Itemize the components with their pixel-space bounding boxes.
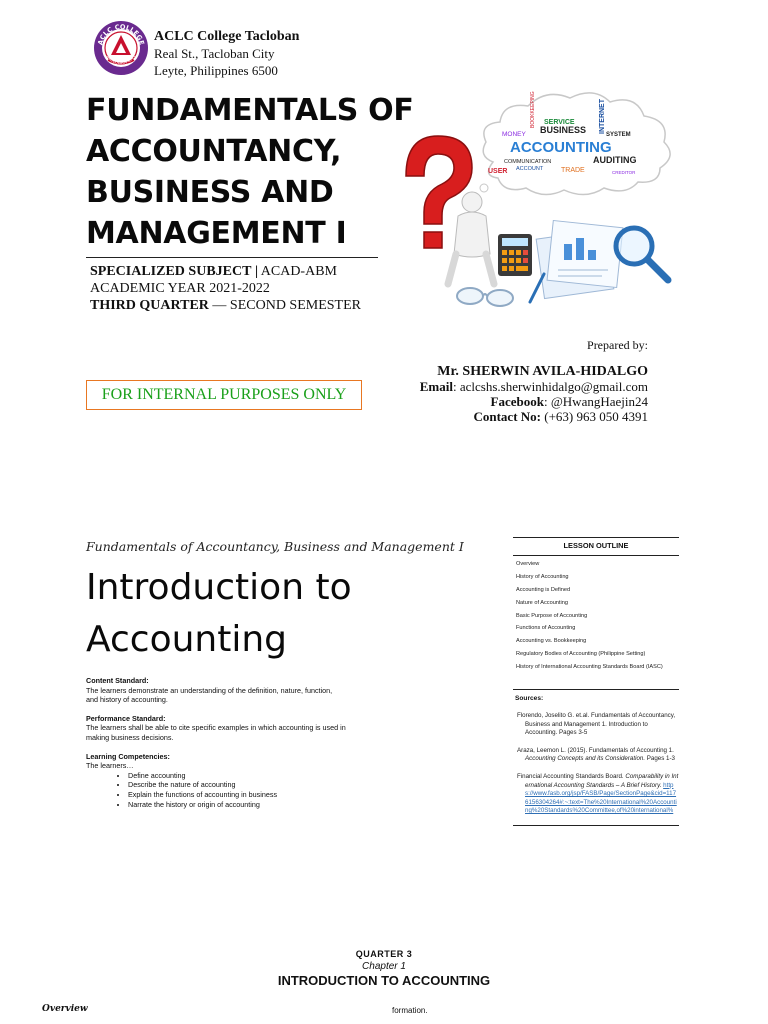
contact-value: (+63) 963 050 4391	[541, 409, 648, 424]
source-3-text: Financial Accounting Standards Board.	[517, 772, 624, 780]
competencies-intro: The learners…	[86, 761, 134, 771]
accounting-illustration	[398, 84, 698, 324]
quarter-label: QUARTER 3	[355, 949, 413, 959]
word-creditor: CREDITOR	[612, 170, 636, 175]
facebook-value[interactable]: : @HwangHaejin24	[543, 394, 648, 409]
cover-meta	[90, 263, 361, 314]
outline-item[interactable]: Overview	[516, 561, 540, 567]
lesson-outline	[513, 537, 679, 677]
performance-standard-text: The learners shall be able to cite specific examples in which accounting is used in making business decisions.	[86, 723, 346, 742]
competency-item: • Define accounting	[128, 771, 346, 781]
cover-title-line4: MANAGEMENT I	[86, 216, 347, 251]
pen-icon	[530, 274, 544, 302]
email-label: Email	[419, 379, 453, 394]
documents-icon	[536, 221, 623, 299]
performance-standard-label: Performance Standard:	[86, 713, 166, 723]
cover-divider	[86, 257, 378, 258]
email-value[interactable]: : aclcshs.sherwinhidalgo@gmail.com	[452, 379, 648, 394]
chapter-heading: INTRODUCTION TO ACCOUNTING	[277, 973, 491, 988]
quarter-rest: — SECOND SEMESTER	[212, 298, 361, 313]
specialized-label: SPECIALIZED SUBJECT	[90, 264, 252, 279]
lesson-title	[86, 562, 486, 666]
college-address-block	[154, 28, 299, 79]
college-logo	[93, 20, 149, 76]
body-text-fragment: formation.	[392, 1006, 428, 1015]
competency-item: • Describe the nature of accounting	[128, 780, 346, 790]
sources-block	[513, 689, 679, 826]
word-accounting: ACCOUNTING	[510, 139, 612, 156]
calculator-icon	[498, 234, 532, 276]
source-3-link[interactable]: https://www.fasb.org/jsp/FASB/Page/SectionPage&cid=1176156304264#:~:text=The%20International%20Accounting%20Standards%20Committee,of%20international%	[525, 781, 677, 815]
outline-item[interactable]: Basic Purpose of Accounting	[516, 612, 588, 619]
thinking-figure-icon	[448, 192, 494, 284]
author-name: Mr. SHERWIN AVILA-HIDALGO	[437, 364, 648, 379]
word-business: BUSINESS	[540, 125, 587, 135]
logo-text-bottom: TACLOBAN CITY	[104, 54, 138, 67]
internal-notice: FOR INTERNAL PURPOSES ONLY	[86, 380, 362, 410]
college-address-line1: Real St., Tacloban City	[154, 46, 275, 61]
standards-block	[86, 676, 346, 809]
source-item	[515, 773, 679, 816]
word-bookkeeping: BOOKKEEPING	[530, 91, 536, 128]
source-3-italic: Comparability in International Accounting Standards – A Brief History.	[525, 772, 679, 789]
outline-item[interactable]: Regulatory Bodies of Accounting (Philippine Setting)	[516, 651, 646, 658]
cover-title	[86, 90, 446, 254]
lesson-outline-header: LESSON OUTLINE	[563, 541, 629, 550]
contact-label: Contact No:	[473, 409, 541, 424]
prepared-by: Prepared by:	[587, 338, 648, 352]
source-2-pages: Pages 1-3	[646, 755, 675, 763]
outline-item[interactable]: Nature of Accounting	[516, 599, 568, 606]
lesson-title-line2: Accounting	[86, 619, 288, 660]
lesson-title-line1: Introduction to	[86, 567, 352, 608]
outline-item[interactable]: History of Accounting	[516, 573, 569, 580]
quarter-label: THIRD QUARTER	[90, 298, 209, 313]
cover-title-line1: FUNDAMENTALS OF	[86, 93, 414, 128]
cover-title-line2: ACCOUNTANCY,	[86, 134, 342, 169]
facebook-label: Facebook	[490, 394, 544, 409]
college-address-line2: Leyte, Philippines 6500	[154, 63, 278, 78]
outline-item[interactable]: Accounting is Defined	[516, 586, 571, 593]
academic-year: ACADEMIC YEAR 2021-2022	[90, 281, 270, 296]
content-standard-label: Content Standard:	[86, 676, 149, 685]
overview-heading: Overview	[42, 1004, 88, 1014]
subject-header: Fundamentals of Accountancy, Business and Management I	[86, 539, 464, 554]
word-money: MONEY	[502, 131, 526, 138]
word-system: SYSTEM	[606, 132, 631, 138]
sources-header: Sources:	[515, 695, 544, 702]
source-2-text: Araza, Leemon L. (2015). Fundamentals of Accounting 1.	[517, 746, 674, 754]
specialized-value: ACAD-ABM	[260, 264, 337, 279]
competencies-list	[86, 771, 346, 809]
competencies-label: Learning Competencies:	[86, 751, 170, 761]
competency-item: • Explain the functions of accounting in business	[128, 790, 346, 800]
source-item: Florendo, Joselito G. et.al. Fundamentals of Accountancy, Business and Management 1. Introduction to Accounting. Pages 3-5	[517, 712, 676, 737]
source-2-italic: Accounting Concepts and its Consideration.	[525, 755, 646, 763]
word-communication: COMMUNICATION	[504, 159, 552, 165]
competency-item: • Narrate the history or origin of accounting	[128, 800, 346, 810]
glasses-icon	[457, 288, 513, 306]
college-name: ACLC College Tacloban	[154, 29, 300, 44]
word-trade: TRADE	[561, 167, 585, 174]
word-auditing: AUDITING	[593, 155, 637, 165]
chapter-text: Chapter 1	[362, 961, 406, 972]
logo-text-top: ACLC COLLEGE	[96, 22, 146, 46]
word-account: ACCOUNT	[516, 166, 544, 172]
chapter-label	[0, 961, 768, 972]
word-internet: INTERNET	[599, 99, 606, 134]
outline-item[interactable]: Accounting vs. Bookkeeping	[516, 638, 587, 645]
word-cloud	[474, 91, 671, 200]
word-service: SERVICE	[544, 119, 575, 126]
source-item	[515, 747, 679, 764]
magnifier-icon	[616, 228, 668, 280]
cover-title-line3: BUSINESS AND	[86, 175, 334, 210]
outline-item[interactable]: History of International Accounting Standards Board (IASC)	[516, 664, 663, 671]
content-standard-text: The learners demonstrate an understanding of the definition, nature, function, and history of accounting.	[86, 685, 333, 705]
specialized-separator: |	[254, 264, 259, 279]
author-block	[398, 364, 648, 424]
word-user: USER	[488, 168, 508, 175]
outline-item[interactable]: Functions of Accounting	[516, 625, 576, 632]
